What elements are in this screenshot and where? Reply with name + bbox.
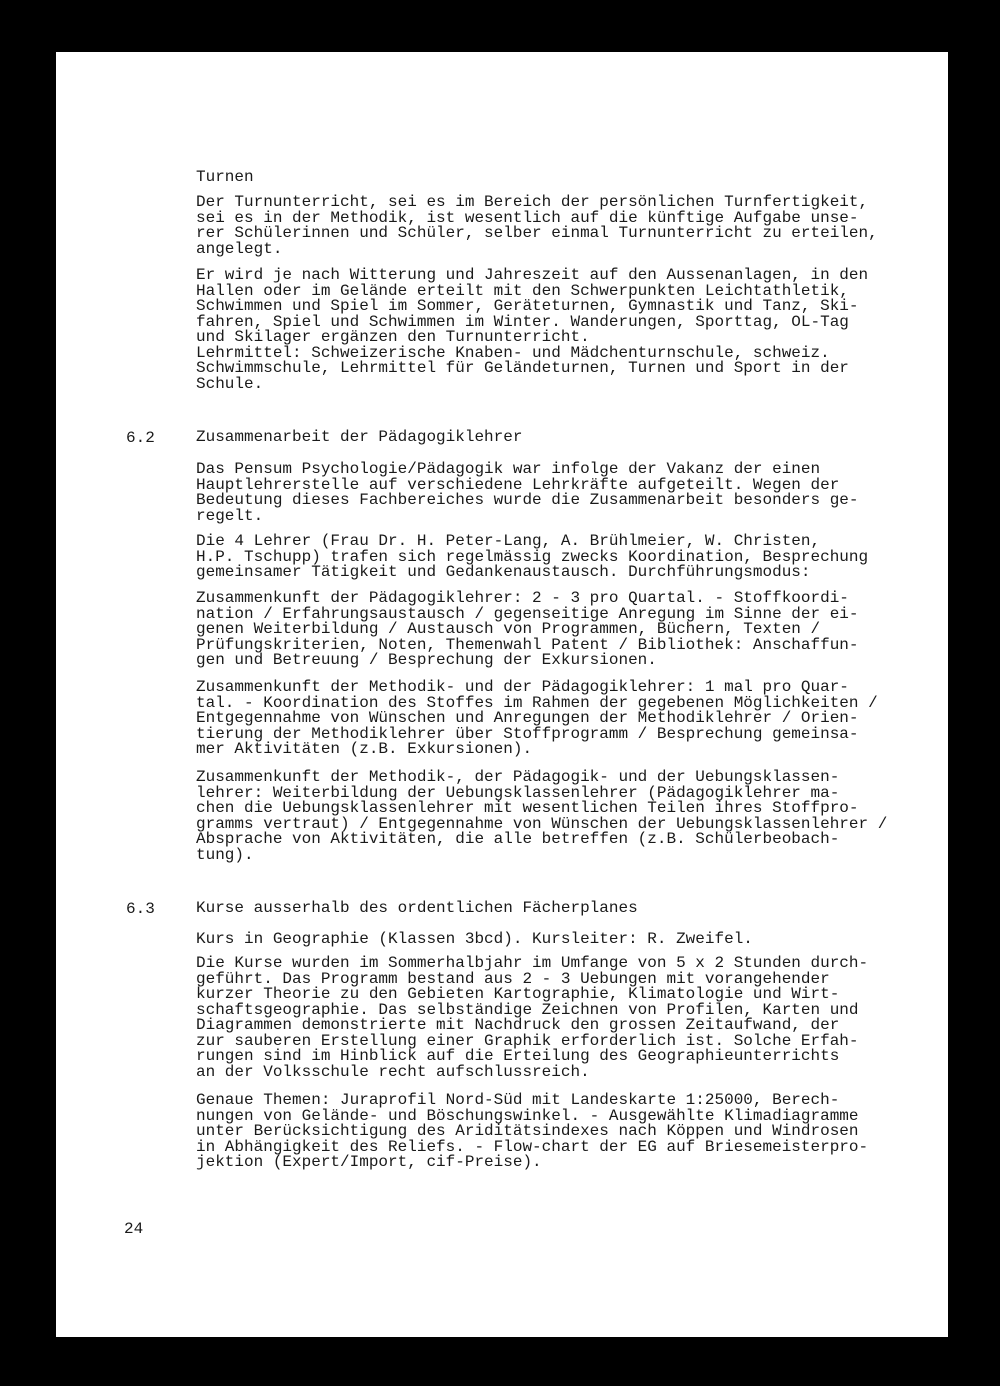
section-number: 6.3 — [126, 900, 155, 918]
page-number: 24 — [124, 1220, 144, 1238]
paragraph: Das Pensum Psychologie/Pädagogik war infolge der Vakanz der einen Hauptlehrerstelle auf verschiedene Lehrkräfte aufgeteilt. Wegen der Bedeutung dieses Fachbereiches wurde die Zusammenarbeit besonders ge- regelt. — [196, 460, 859, 525]
section-heading: Zusammenarbeit der Pädagogiklehrer — [196, 428, 523, 446]
paragraph: Zusammenkunft der Pädagogiklehrer: 2 - 3 pro Quartal. - Stoffkoordi- nation / Erfahrungsaustausch / gegenseitige Anregung im Sinne der ei- genen Weiterbildung / Austausch von Programmen, Büchern, Texten / Prüfungskriterien, Noten, Themenwahl Patent / Bibliothek: Anschaffun- gen und Betreuung / Besprechung der Exkursionen. — [196, 589, 859, 669]
paragraph: Genaue Themen: Juraprofil Nord-Süd mit Landeskarte 1:25000, Berech- nungen von Gelände- und Böschungswinkel. - Ausgewählte Klimadiagramme unter Berücksichtigung des Ariditätsindexes nach Köppen und Windrosen in Abhängigkeit des Reliefs. - Flow-chart der EG auf Briesemeisterpro- jektion (Expert/Import, cif-Preise). — [196, 1091, 869, 1171]
paragraph: Kurs in Geographie (Klassen 3bcd). Kursleiter: R. Zweifel. — [196, 930, 753, 948]
document-page — [56, 52, 948, 1337]
paragraph: Die 4 Lehrer (Frau Dr. H. Peter-Lang, A. Brühlmeier, W. Christen, H.P. Tschupp) trafen sich regelmässig zwecks Koordination, Besprechung gemeinsamer Tätigkeit und Gedankenaustausch. Durchführungsmodus: — [196, 532, 869, 581]
section-heading-turnen: Turnen — [196, 168, 254, 186]
paragraph: Zusammenkunft der Methodik-, der Pädagogik- und der Uebungsklassen- lehrer: Weiterbildung der Uebungsklassenlehrer (Pädagogiklehrer ma- chen die Uebungsklassenlehrer mit wesentlichen Teilen ihres Stoffpro- gramms vertraut) / Entgegennahme von Wünschen der Uebungsklassenlehrer / Absprache von Aktivitäten, die alle betreffen (z.B. Schülerbeobach- tung). — [196, 768, 888, 864]
section-number: 6.2 — [126, 429, 155, 447]
paragraph: Er wird je nach Witterung und Jahreszeit auf den Aussenanlagen, in den Hallen oder im Gelände erteilt mit den Schwerpunkten Leichtathletik, Schwimmen und Spiel im Sommer, Geräteturnen, Gymnastik und Tanz, Ski- fahren, Spiel und Schwimmen im Winter. Wanderungen, Sporttag, OL-Tag und Skilager ergänzen den Turnunterricht. Lehrmittel: Schweizerische Knaben- und Mädchenturnschule, schweiz. Schwimmschule, Lehrmittel für Geländeturnen, Turnen und Sport in der Schule. — [196, 266, 869, 393]
paragraph: Die Kurse wurden im Sommerhalbjahr im Umfange von 5 x 2 Stunden durch- geführt. Das Programm bestand aus 2 - 3 Uebungen mit vorangehender kurzer Theorie zu den Gebieten Kartographie, Klimatologie und Wirt- schaftsgeographie. Das selbständige Zeichnen von Profilen, Karten und Diagrammen demonstrierte mit Nachdruck den grossen Zeitaufwand, der zur sauberen Erstellung einer Graphik erforderlich ist. Solche Erfah- rungen sind im Hinblick auf die Erteilung des Geographieunterrichts an der Volksschule recht aufschlussreich. — [196, 954, 869, 1081]
section-heading: Kurse ausserhalb des ordentlichen Fächerplanes — [196, 899, 638, 917]
paragraph: Zusammenkunft der Methodik- und der Pädagogiklehrer: 1 mal pro Quar- tal. - Koordination des Stoffes im Rahmen der gegebenen Möglichkeiten / Entgegennahme von Wünschen und Anregungen der Methodiklehrer / Orien- tierung der Methodiklehrer über Stoffprogramm / Besprechung gemeinsa- mer Aktivitäten (z.B. Exkursionen). — [196, 678, 878, 758]
paragraph: Der Turnunterricht, sei es im Bereich der persönlichen Turnfertigkeit, sei es in der Methodik, ist wesentlich auf die künftige Aufgabe unse- rer Schülerinnen und Schüler, selber einmal Turnunterricht zu erteilen, angelegt. — [196, 193, 878, 258]
